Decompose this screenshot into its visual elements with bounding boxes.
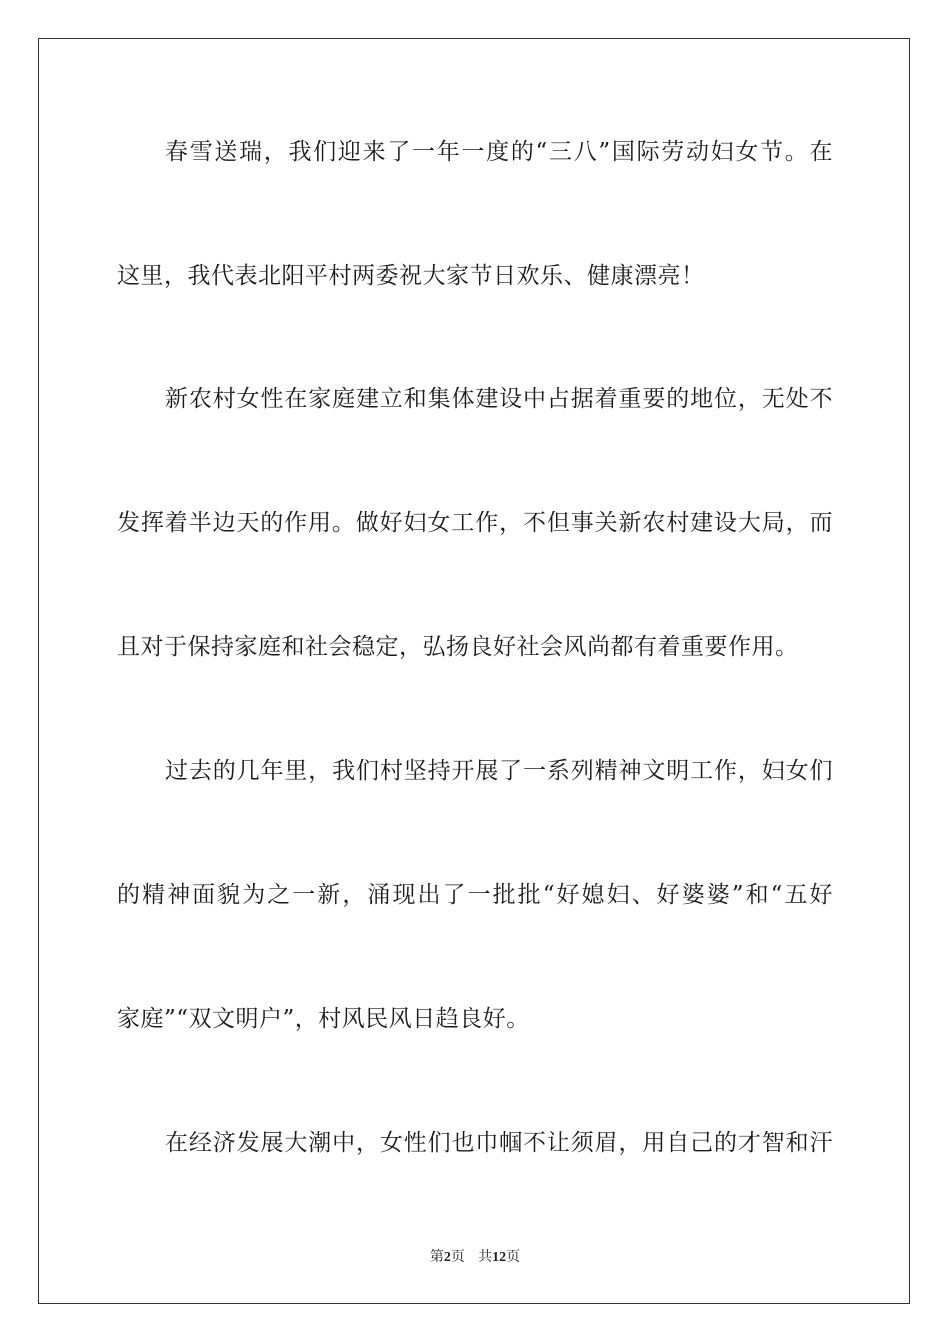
footer-total-suffix: 页	[506, 1249, 521, 1265]
paragraph-line: 的精神面貌为之一新，涌现出了一批批“好媳妇、好婆婆”和“五好	[117, 882, 833, 908]
page-footer	[0, 1248, 950, 1267]
paragraph-line: 过去的几年里，我们村坚持开展了一系列精神文明工作，妇女们	[165, 758, 833, 784]
paragraph-line: 春雪送瑞，我们迎来了一年一度的“三八”国际劳动妇女节。在	[165, 139, 833, 165]
total-page-count: 12	[492, 1250, 507, 1265]
paragraph-line: 发挥着半边天的作用。做好妇女工作，不但事关新农村建设大局，而	[117, 510, 833, 536]
page-border	[38, 38, 910, 1304]
paragraph-line: 在经济发展大潮中，女性们也巾帼不让须眉，用自己的才智和汗	[165, 1130, 833, 1156]
footer-prefix: 第	[429, 1249, 444, 1265]
footer-page-suffix: 页	[450, 1249, 465, 1265]
footer-total-prefix: 共	[478, 1249, 493, 1265]
paragraph-line: 且对于保持家庭和社会稳定，弘扬良好社会风尚都有着重要作用。	[117, 634, 799, 660]
paragraph-line: 这里，我代表北阳平村两委祝大家节日欢乐、健康漂亮！	[117, 263, 705, 289]
current-page-number: 2	[443, 1250, 451, 1265]
paragraph-line: 家庭”“双文明户”，村风民风日趋良好。	[117, 1006, 530, 1032]
paragraph-line: 新农村女性在家庭建立和集体建设中占据着重要的地位，无处不	[165, 386, 833, 412]
